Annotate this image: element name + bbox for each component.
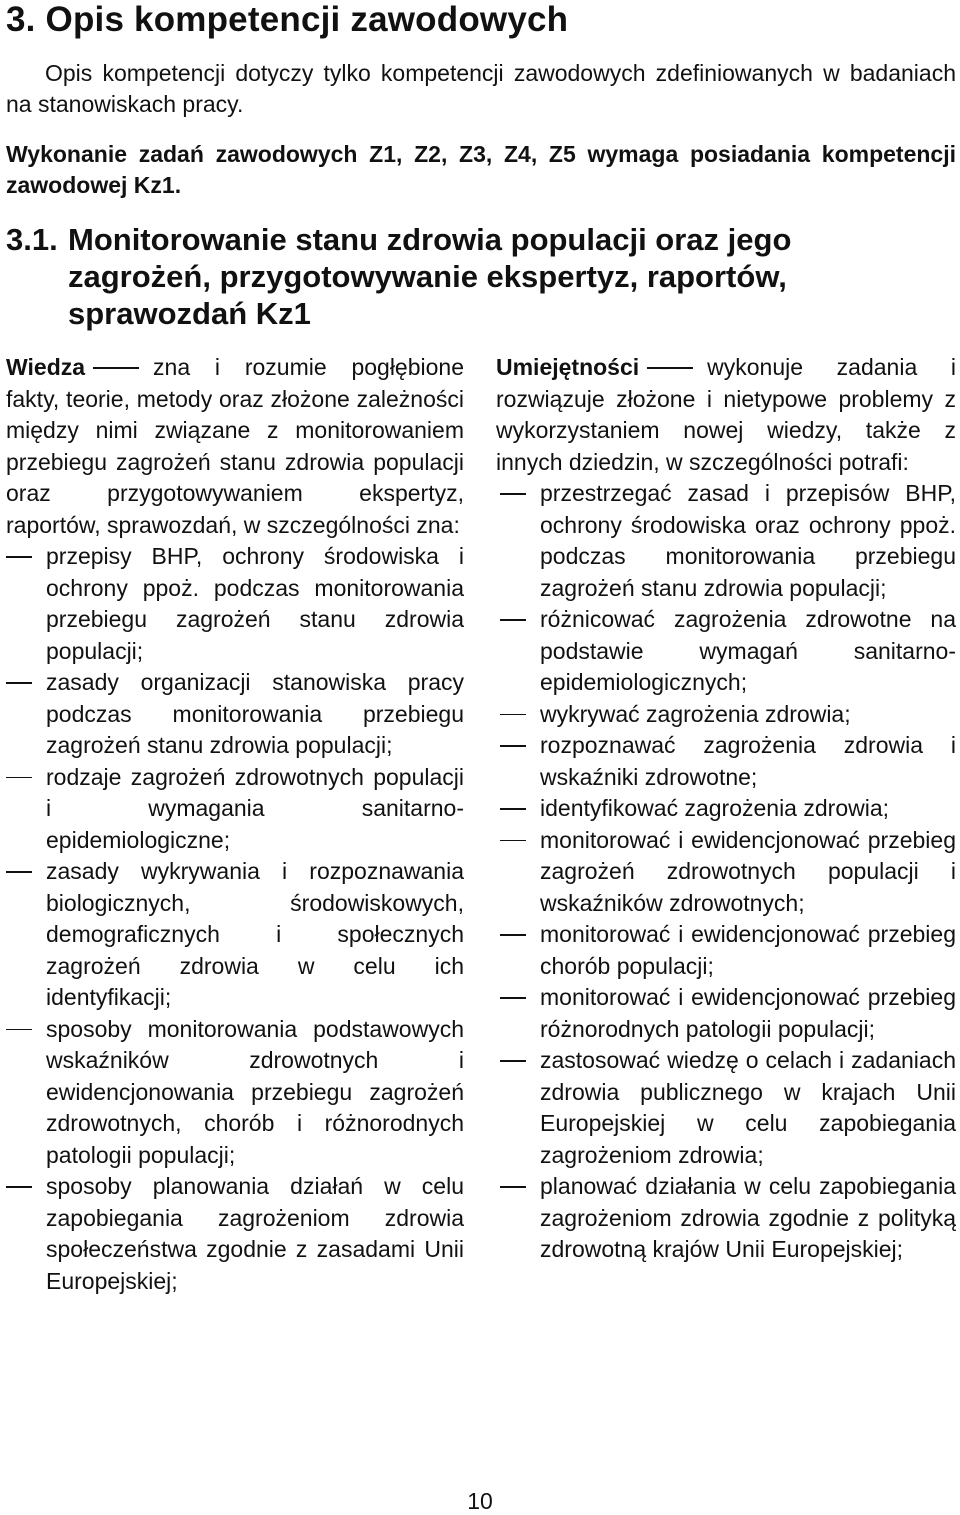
dash-bullet xyxy=(500,840,526,842)
dash-bullet xyxy=(6,556,32,558)
list-item: monitorować i ewidencjonować przebieg zagrożeń zdrowotnych populacji i wskaźników zdrowotnych; xyxy=(496,825,956,920)
list-item: przestrzegać zasad i przepisów BHP, ochrony środowiska oraz ochrony ppoż. podczas monitorowania przebiegu zagrożeń stanu zdrowia populacji; xyxy=(496,478,956,604)
wiedza-lead xyxy=(6,352,464,541)
dash-bullet xyxy=(500,808,526,810)
tasks-paragraph: Wykonanie zadań zawodowych Z1, Z2, Z3, Z4, Z5 wymaga posiadania kompetencji zawodowej Kz1. xyxy=(6,141,956,198)
intro-text: Opis kompetencji dotyczy tylko kompetencji zawodowych zdefiniowanych w badaniach na stanowiskach pracy. xyxy=(6,60,956,117)
umiejetnosci-label: Umiejętności xyxy=(496,354,640,380)
list-item: zastosować wiedzę o celach i zadaniach zdrowia publicznego w krajach Unii Europejskiej w celu zapobiegania zagrożeniom zdrowia; xyxy=(496,1045,956,1171)
list-item: identyfikować zagrożenia zdrowia; xyxy=(496,793,956,825)
list-item: przepisy BHP, ochrony środowiska i ochrony ppoż. podczas monitorowania przebiegu zagrożeń stanu zdrowia populacji; xyxy=(6,541,464,667)
list-item: rodzaje zagrożeń zdrowotnych populacji i wymagania sanitarno-epidemiologiczne; xyxy=(6,762,464,857)
dash-bullet xyxy=(500,619,526,621)
dash-bullet xyxy=(500,714,526,716)
dash-bullet xyxy=(6,777,32,779)
wiedza-lead-text: zna i rozumie pogłębione fakty, teorie, metody oraz złożone zależności między nimi związane z monitorowaniem przebiegu zagrożeń stanu zdrowia populacji oraz przygotowywaniem ekspertyz, raportów, sprawozdań, w szczególności zna: xyxy=(6,354,464,538)
dash-separator xyxy=(93,367,139,369)
subsection-title: Monitorowanie stanu zdrowia populacji oraz jego zagrożeń, przygotowywanie ekspertyz, raportów, sprawozdań Kz1 xyxy=(68,222,792,331)
list-item: planować działania w celu zapobiegania zagrożeniom zdrowia zgodnie z polityką zdrowotną krajów Unii Europejskiej; xyxy=(496,1171,956,1266)
dash-bullet xyxy=(6,682,32,684)
list-item: monitorować i ewidencjonować przebieg różnorodnych patologii populacji; xyxy=(496,982,956,1045)
dash-separator xyxy=(647,367,693,369)
list-item: rozpoznawać zagrożenia zdrowia i wskaźniki zdrowotne; xyxy=(496,730,956,793)
list-item: zasady organizacji stanowiska pracy podczas monitorowania przebiegu zagrożeń stanu zdrowia populacji; xyxy=(6,667,464,762)
list-item: wykrywać zagrożenia zdrowia; xyxy=(496,699,956,731)
wiedza-column xyxy=(6,352,464,1297)
dash-bullet xyxy=(6,1186,32,1188)
umiejetnosci-lead xyxy=(496,352,956,478)
wiedza-label: Wiedza xyxy=(6,354,86,380)
list-item: sposoby monitorowania podstawowych wskaźników zdrowotnych i ewidencjonowania przebiegu zagrożeń zdrowotnych, chorób i różnorodnych patologii populacji; xyxy=(6,1014,464,1172)
dash-bullet xyxy=(500,493,526,495)
list-item: sposoby planowania działań w celu zapobiegania zagrożeniom zdrowia społeczeństwa zgodnie z zasadami Unii Europejskiej; xyxy=(6,1171,464,1297)
umiejetnosci-column xyxy=(496,352,956,1266)
subsection-number: 3.1. xyxy=(6,222,58,257)
umiejetnosci-list xyxy=(496,478,956,1266)
list-item: zasady wykrywania i rozpoznawania biologicznych, środowiskowych, demograficznych i społecznych zagrożeń zdrowia w celu ich identyfikacji; xyxy=(6,856,464,1014)
wiedza-list xyxy=(6,541,464,1297)
dash-bullet xyxy=(500,745,526,747)
dash-bullet xyxy=(500,934,526,936)
umiejetnosci-lead-text: wykonuje zadania i rozwiązuje złożone i nietypowe problemy z wykorzystaniem nowej wiedzy, także z innych dziedzin, w szczególności potrafi: xyxy=(496,354,956,475)
dash-bullet xyxy=(500,997,526,999)
list-item: monitorować i ewidencjonować przebieg chorób populacji; xyxy=(496,919,956,982)
dash-bullet xyxy=(500,1060,526,1062)
section-heading: 3. Opis kompetencji zawodowych xyxy=(6,0,569,39)
page-number: 10 xyxy=(467,1488,493,1514)
subsection-heading xyxy=(6,221,848,332)
dash-bullet xyxy=(500,1186,526,1188)
dash-bullet xyxy=(6,1029,32,1031)
dash-bullet xyxy=(6,871,32,873)
intro-paragraph xyxy=(6,58,956,120)
list-item: różnicować zagrożenia zdrowotne na podstawie wymagań sanitarno-epidemiologicznych; xyxy=(496,604,956,699)
